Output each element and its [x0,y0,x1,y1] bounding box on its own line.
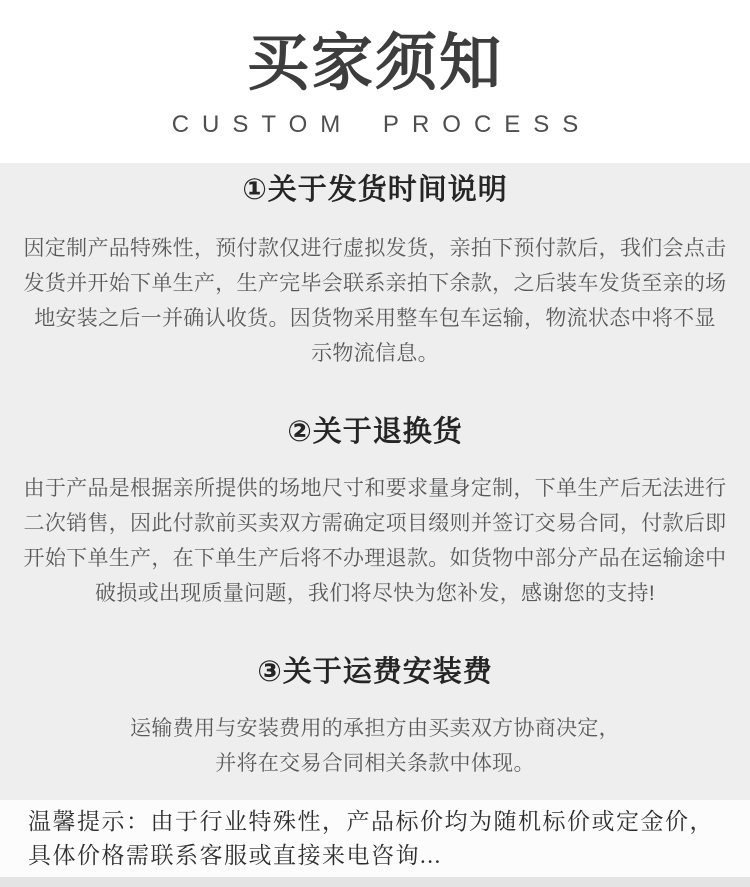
reminder-line: 温馨提示：由于行业特殊性，产品标价均为随机标价或定金价， [28,809,714,834]
paragraph-line: 由于产品是根据亲所提供的场地尺寸和要求量身定制，下单生产后无法进行 [23,477,727,500]
page-header [0,0,750,163]
paragraph-line: 示物流信息。 [311,342,439,365]
bottom-divider-strip [0,877,750,887]
paragraph-line: 运输费用与安装费用的承担方由买卖双方协商决定， [130,717,620,740]
section-freight-install-fee [18,653,732,781]
section-body-freight-install-fee [18,711,732,781]
paragraph-line: 破损或出现质量问题，我们将尽快为您补发，感谢您的支持! [95,582,655,605]
section-returns [18,413,732,611]
section-body-shipping-time [18,231,732,371]
section-heading-shipping-time: ①关于发货时间说明 [242,174,508,206]
paragraph-line: 发货并开始下单生产，生产完毕会联系亲拍下余款，之后装车发货至亲的场 [23,272,727,295]
price-reminder-box [0,800,750,877]
section-body-returns [18,471,732,611]
paragraph-line: 地安装之后一并确认收货。因货物采用整车包车运输，物流状态中将不显 [34,307,716,330]
section-shipping-time [18,171,732,371]
notice-band [0,163,750,800]
page-title: 买家须知 [246,29,503,98]
paragraph-line: 并将在交易合同相关条款中体现。 [215,752,535,775]
section-heading-freight-install-fee: ③关于运费安装费 [257,656,493,688]
paragraph-line: 因定制产品特殊性，预付款仅进行虚拟发货，亲拍下预付款后，我们会点击 [23,237,727,260]
paragraph-line: 开始下单生产，在下单生产后将不办理退款。如货物中部分产品在运输途中 [23,547,727,570]
reminder-line: 具体价格需联系客服或直接来电咨询... [28,843,442,868]
section-heading-returns: ②关于退换货 [287,416,463,448]
page-subtitle: CUSTOM PROCESS [171,111,592,138]
paragraph-line: 二次销售，因此付款前买卖双方需确定项目缀则并签订交易合同，付款后即 [23,512,727,535]
